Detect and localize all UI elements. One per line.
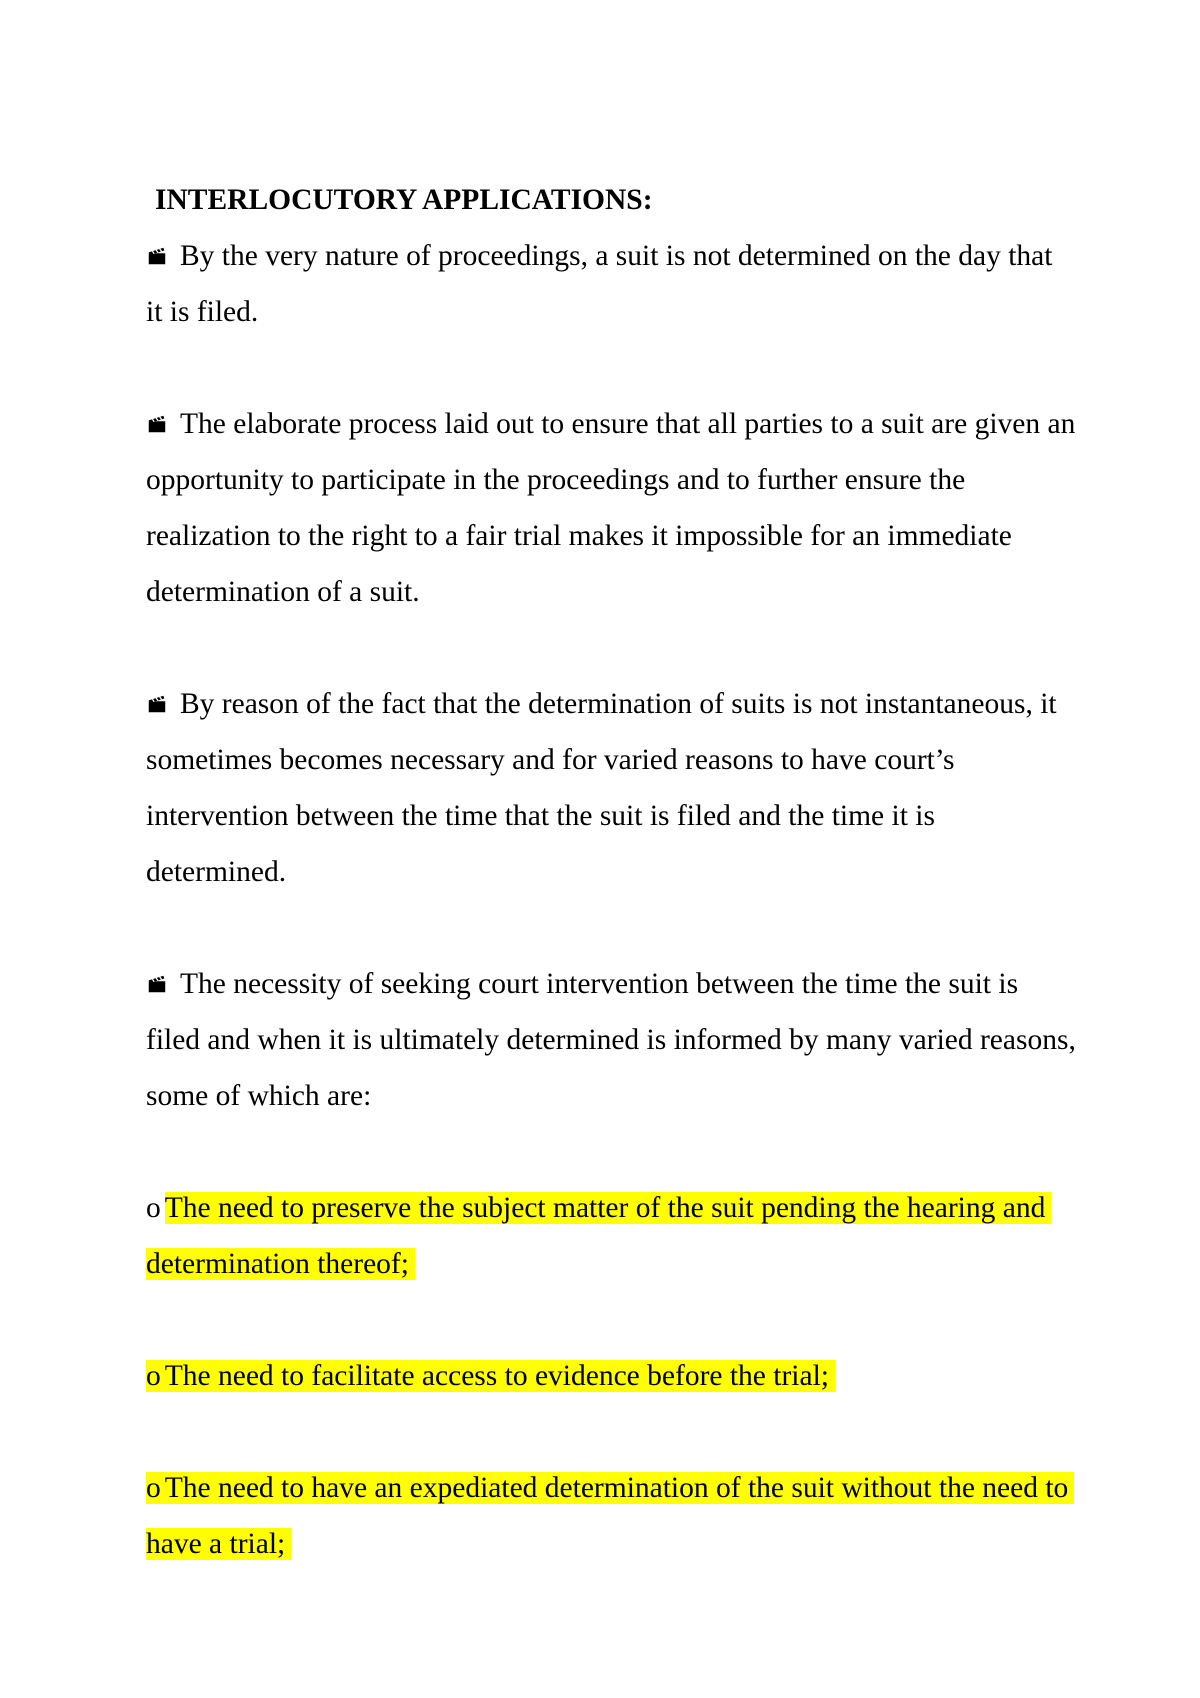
- sub-item-2-text: The need to facilitate access to evidence before the trial;: [164, 1360, 829, 1392]
- document-page: [146, 172, 1076, 1628]
- sub-item-marker: o: [146, 1360, 161, 1392]
- clapperboard-icon: [146, 245, 168, 267]
- paragraph-2-text: The elaborate process laid out to ensure that all parties to a suit are given an opportunity to participate in the proceedings and to further ensure the realization to the right to a fair trial makes it impossible for an immediate determination of a suit.: [146, 408, 1076, 608]
- clapperboard-icon: [146, 693, 168, 715]
- paragraph-1-text: By the very nature of proceedings, a suit is not determined on the day that it is filed.: [146, 240, 1053, 328]
- sub-item-marker: o: [146, 1472, 161, 1504]
- sub-item-marker: o: [146, 1192, 161, 1224]
- sub-item-3: [146, 1460, 1076, 1572]
- paragraph-3: [146, 676, 1076, 900]
- sub-item-2: [146, 1348, 1076, 1404]
- paragraph-2: [146, 396, 1076, 620]
- document-heading: INTERLOCUTORY APPLICATIONS:: [155, 184, 653, 216]
- paragraph-1: [146, 228, 1076, 340]
- clapperboard-icon: [146, 413, 168, 435]
- paragraph-3-text: By reason of the fact that the determination of suits is not instantaneous, it sometimes becomes necessary and for varied reasons to have court’s intervention between the time that the suit is filed and the time it is determined.: [146, 688, 1057, 888]
- paragraph-4-text: The necessity of seeking court intervention between the time the suit is filed and when it is ultimately determined is informed by many varied reasons, some of which are:: [146, 968, 1076, 1112]
- clapperboard-icon: [146, 973, 168, 995]
- paragraph-4: [146, 956, 1076, 1124]
- sub-item-3-text: The need to have an expediated determination of the suit without the need to have a trial;: [146, 1472, 1069, 1560]
- sub-item-1: [146, 1180, 1076, 1292]
- sub-item-1-text: The need to preserve the subject matter of the suit pending the hearing and determination thereof;: [146, 1192, 1051, 1280]
